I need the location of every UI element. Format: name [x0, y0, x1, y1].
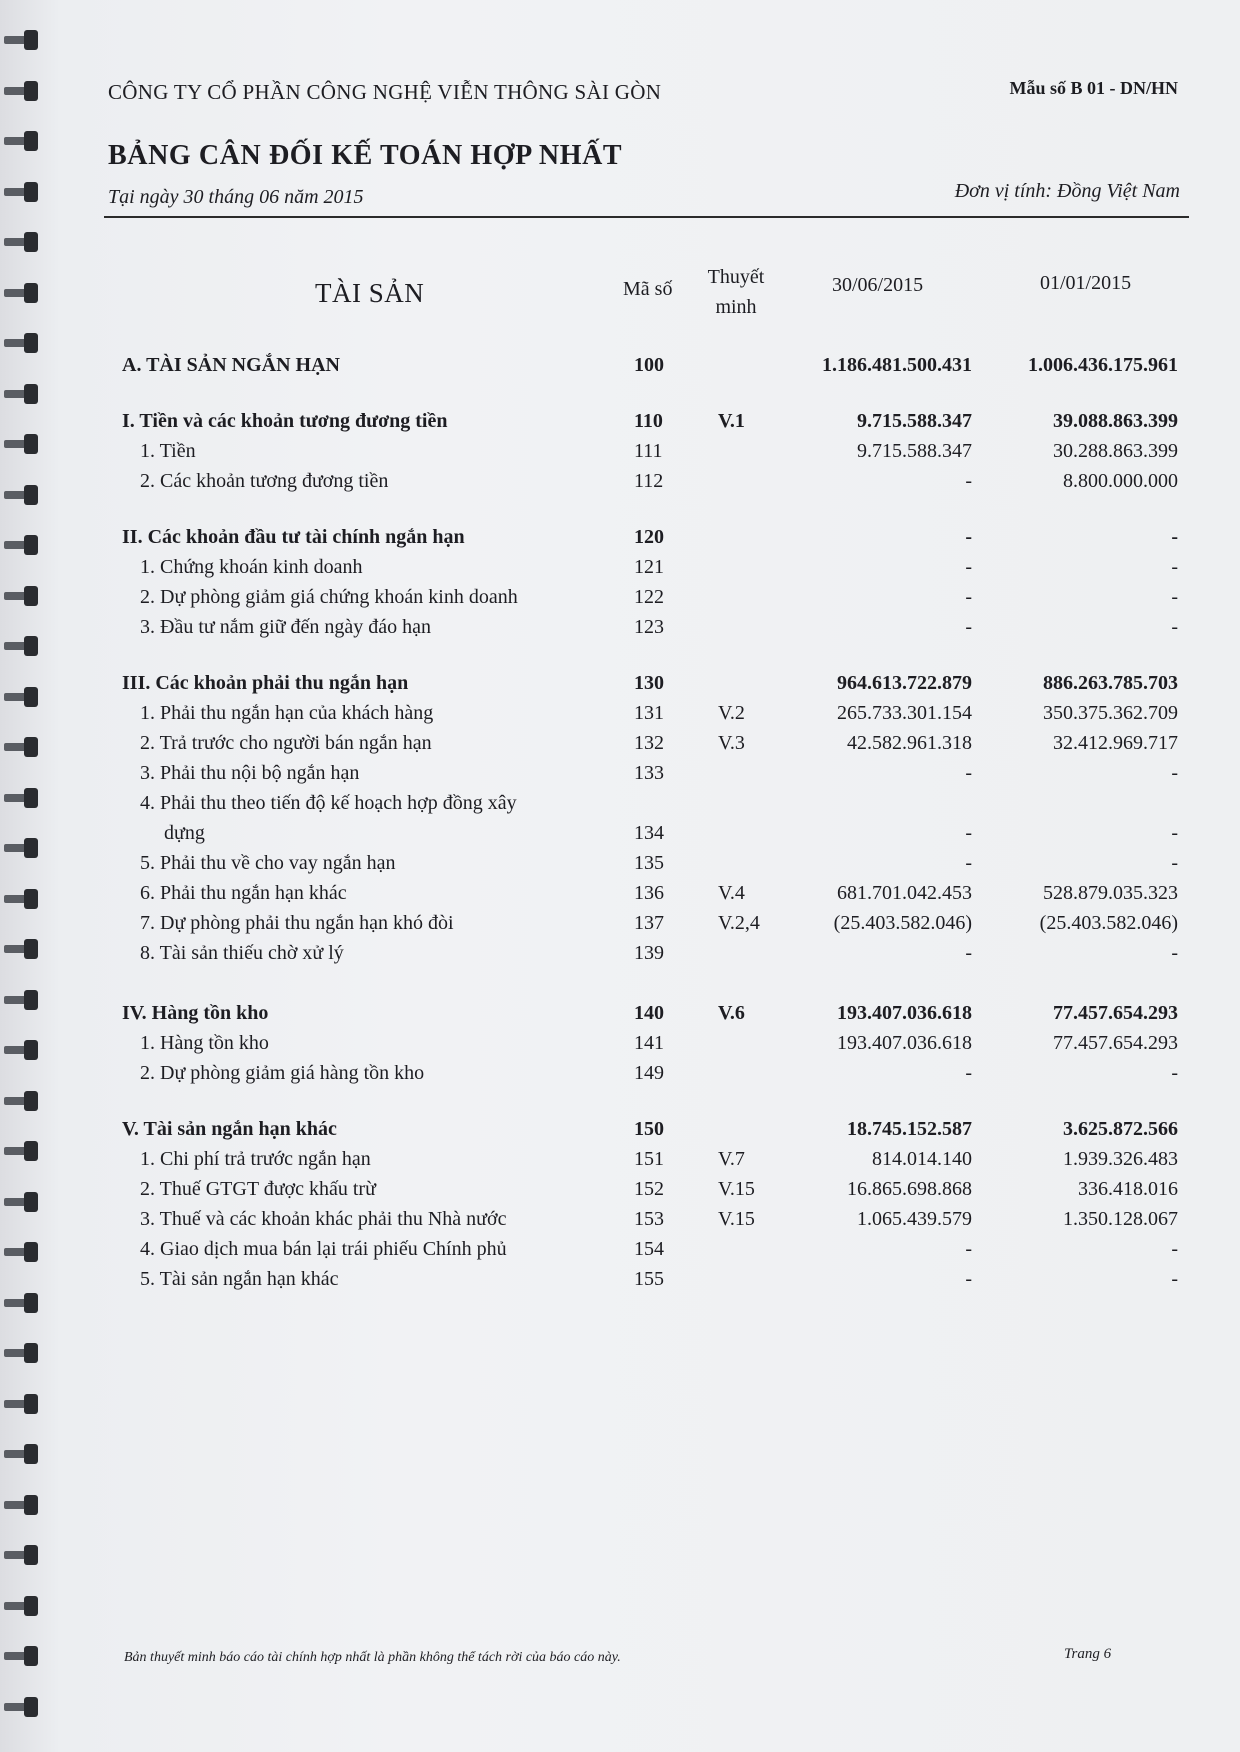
row-value-period-end: 9.715.588.347 — [857, 440, 972, 462]
row-code: 137 — [634, 912, 664, 934]
row-label: 2. Các khoản tương đương tiền — [140, 470, 389, 492]
row-value-period-end: 193.407.036.618 — [837, 1032, 972, 1054]
row-code: 153 — [634, 1208, 664, 1230]
row-label: III. Các khoản phải thu ngắn hạn — [122, 672, 409, 694]
table-row — [0, 410, 1240, 440]
row-code: 100 — [634, 354, 664, 376]
row-code: 111 — [634, 440, 663, 462]
column-header-note — [696, 262, 776, 322]
row-label: V. Tài sản ngắn hạn khác — [122, 1118, 337, 1140]
row-value-period-end: - — [965, 470, 972, 492]
row-value-period-end: (25.403.582.046) — [833, 912, 972, 934]
row-value-period-end: 193.407.036.618 — [837, 1002, 972, 1024]
row-label: 3. Đầu tư nắm giữ đến ngày đáo hạn — [140, 616, 432, 638]
row-value-period-end: - — [965, 762, 972, 784]
row-value-period-end: 9.715.588.347 — [857, 410, 972, 432]
row-value-period-start: - — [1171, 586, 1178, 608]
column-header-period-start: 01/01/2015 — [1040, 272, 1132, 294]
row-label: 4. Giao dịch mua bán lại trái phiếu Chính phủ — [140, 1238, 507, 1260]
row-value-period-start: 886.263.785.703 — [1043, 672, 1178, 694]
row-value-period-end: 964.613.722.879 — [837, 672, 972, 694]
row-label-continued: dựng — [164, 822, 205, 844]
form-number: Mẫu số B 01 - DN/HN — [1009, 78, 1178, 98]
row-value-period-start: 30.288.863.399 — [1053, 440, 1178, 462]
row-label: 1. Phải thu ngắn hạn của khách hàng — [140, 702, 434, 724]
table-row — [0, 1268, 1240, 1298]
row-value-period-end: - — [965, 586, 972, 608]
row-value-period-start: - — [1171, 852, 1178, 874]
table-row — [0, 762, 1240, 792]
row-label: I. Tiền và các khoản tương đương tiền — [122, 410, 448, 432]
table-row — [0, 672, 1240, 702]
row-label: 2. Thuế GTGT được khấu trừ — [140, 1178, 376, 1200]
row-code: 133 — [634, 762, 664, 784]
row-code: 141 — [634, 1032, 664, 1054]
row-value-period-end: - — [965, 616, 972, 638]
table-row — [0, 1062, 1240, 1092]
table-row — [0, 586, 1240, 616]
row-value-period-end: 42.582.961.318 — [847, 732, 972, 754]
binding-ring — [4, 1343, 38, 1363]
row-code: 150 — [634, 1118, 664, 1140]
row-code: 151 — [634, 1148, 664, 1170]
page-number: Trang 6 — [1064, 1646, 1112, 1662]
binding-ring — [4, 131, 38, 151]
row-note: V.2,4 — [718, 912, 760, 934]
row-code: 123 — [634, 616, 664, 638]
row-value-period-end: - — [965, 526, 972, 548]
table-row — [0, 1032, 1240, 1062]
footer-note: Bản thuyết minh báo cáo tài chính hợp nhất là phần không thể tách rời của báo cáo này. — [124, 1650, 621, 1665]
row-code: 122 — [634, 586, 664, 608]
binding-ring — [4, 384, 38, 404]
column-header-note-line2: minh — [715, 296, 757, 318]
table-row — [0, 1178, 1240, 1208]
binding-ring — [4, 30, 38, 50]
row-label: 2. Dự phòng giảm giá hàng tồn kho — [140, 1062, 425, 1084]
row-value-period-start: - — [1171, 526, 1178, 548]
row-value-period-start: 3.625.872.566 — [1063, 1118, 1178, 1140]
currency-unit: Đơn vị tính: Đồng Việt Nam — [954, 180, 1180, 202]
row-value-period-start: 1.350.128.067 — [1063, 1208, 1178, 1230]
row-label: II. Các khoản đầu tư tài chính ngắn hạn — [122, 526, 465, 548]
row-value-period-start: - — [1171, 556, 1178, 578]
row-label: 8. Tài sản thiếu chờ xử lý — [140, 942, 344, 964]
row-label: 1. Tiền — [140, 440, 196, 462]
binding-ring — [4, 283, 38, 303]
table-row — [0, 912, 1240, 942]
table-row — [0, 354, 1240, 384]
row-value-period-start: - — [1171, 822, 1178, 844]
header-divider — [104, 216, 1189, 218]
table-row — [0, 616, 1240, 646]
row-value-period-start: 528.879.035.323 — [1043, 882, 1178, 904]
document-title: BẢNG CÂN ĐỐI KẾ TOÁN HỢP NHẤT — [108, 140, 623, 171]
binding-ring — [4, 1394, 38, 1414]
table-row — [0, 556, 1240, 586]
row-value-period-start: - — [1171, 1062, 1178, 1084]
row-code: 132 — [634, 732, 664, 754]
table-row — [0, 470, 1240, 500]
row-label: 5. Tài sản ngắn hạn khác — [140, 1268, 339, 1290]
row-value-period-end: 1.065.439.579 — [857, 1208, 972, 1230]
table-row — [0, 1148, 1240, 1178]
row-note: V.2 — [718, 702, 745, 724]
row-note: V.15 — [718, 1208, 755, 1230]
row-value-period-end: - — [965, 1238, 972, 1260]
row-note: V.3 — [718, 732, 745, 754]
table-row — [0, 792, 1240, 852]
binding-ring — [4, 1697, 38, 1717]
row-code: 131 — [634, 702, 664, 724]
row-value-period-start: - — [1171, 1268, 1178, 1290]
row-label: 7. Dự phòng phải thu ngắn hạn khó đòi — [140, 912, 454, 934]
table-row — [0, 1238, 1240, 1268]
column-header-note-line1: Thuyết — [707, 266, 765, 288]
binding-ring — [4, 1545, 38, 1565]
table-row — [0, 702, 1240, 732]
row-value-period-end: - — [965, 942, 972, 964]
row-value-period-start: 39.088.863.399 — [1053, 410, 1178, 432]
row-value-period-end: 814.014.140 — [872, 1148, 972, 1170]
column-header-code: Mã số — [623, 278, 673, 300]
binding-ring — [4, 333, 38, 353]
table-row — [0, 882, 1240, 912]
row-label: 1. Hàng tồn kho — [140, 1032, 269, 1054]
row-value-period-end: - — [965, 1268, 972, 1290]
binding-ring — [4, 1495, 38, 1515]
row-note: V.7 — [718, 1148, 745, 1170]
table-row — [0, 1002, 1240, 1032]
table-row — [0, 732, 1240, 762]
binding-ring — [4, 1091, 38, 1111]
row-value-period-end: 18.745.152.587 — [847, 1118, 972, 1140]
table-row — [0, 1118, 1240, 1148]
column-header-period-end: 30/06/2015 — [832, 274, 924, 296]
row-code: 135 — [634, 852, 664, 874]
table-row — [0, 1208, 1240, 1238]
row-value-period-start: (25.403.582.046) — [1039, 912, 1178, 934]
row-value-period-start: - — [1171, 1238, 1178, 1260]
row-value-period-start: 77.457.654.293 — [1053, 1002, 1178, 1024]
row-label: 5. Phải thu về cho vay ngắn hạn — [140, 852, 396, 874]
table-row — [0, 942, 1240, 972]
row-code: 110 — [634, 410, 663, 432]
row-code: 139 — [634, 942, 664, 964]
row-label: 4. Phải thu theo tiến độ kế hoạch hợp đồng xây — [140, 792, 517, 814]
report-date: Tại ngày 30 tháng 06 năm 2015 — [108, 186, 364, 208]
row-label: 3. Thuế và các khoản khác phải thu Nhà nước — [140, 1208, 507, 1230]
row-value-period-start: - — [1171, 942, 1178, 964]
row-value-period-end: 16.865.698.868 — [847, 1178, 972, 1200]
binding-ring — [4, 1444, 38, 1464]
row-value-period-start: 336.418.016 — [1078, 1178, 1178, 1200]
binding-ring — [4, 232, 38, 252]
row-code: 152 — [634, 1178, 664, 1200]
row-code: 154 — [634, 1238, 664, 1260]
row-value-period-end: 265.733.301.154 — [837, 702, 972, 724]
row-label: 3. Phải thu nội bộ ngắn hạn — [140, 762, 360, 784]
row-value-period-end: - — [965, 822, 972, 844]
row-label: 6. Phải thu ngắn hạn khác — [140, 882, 347, 904]
row-value-period-end: 1.186.481.500.431 — [822, 354, 972, 376]
row-label: A. TÀI SẢN NGẮN HẠN — [122, 354, 340, 376]
row-value-period-start: - — [1171, 762, 1178, 784]
row-value-period-start: 32.412.969.717 — [1053, 732, 1178, 754]
row-note: V.6 — [718, 1002, 745, 1024]
row-value-period-end: - — [965, 1062, 972, 1084]
row-value-period-end: - — [965, 556, 972, 578]
row-value-period-start: 77.457.654.293 — [1053, 1032, 1178, 1054]
binding-ring — [4, 1596, 38, 1616]
row-value-period-start: 8.800.000.000 — [1063, 470, 1178, 492]
row-note: V.1 — [718, 410, 745, 432]
binding-ring — [4, 1646, 38, 1666]
row-code: 136 — [634, 882, 664, 904]
row-value-period-start: 1.939.326.483 — [1063, 1148, 1178, 1170]
row-label: IV. Hàng tồn kho — [122, 1002, 269, 1024]
row-value-period-end: 681.701.042.453 — [837, 882, 972, 904]
table-row — [0, 526, 1240, 556]
red-stamp-edge — [1222, 360, 1240, 920]
binding-ring — [4, 81, 38, 101]
table-row — [0, 852, 1240, 882]
row-value-period-start: 1.006.436.175.961 — [1028, 354, 1178, 376]
row-note: V.4 — [718, 882, 745, 904]
row-label: 2. Dự phòng giảm giá chứng khoán kinh doanh — [140, 586, 518, 608]
row-code: 155 — [634, 1268, 664, 1290]
row-code: 149 — [634, 1062, 664, 1084]
row-label: 1. Chi phí trả trước ngắn hạn — [140, 1148, 371, 1170]
company-name: CÔNG TY CỔ PHẦN CÔNG NGHỆ VIỄN THÔNG SÀI GÒN — [108, 80, 662, 104]
row-code: 121 — [634, 556, 664, 578]
row-code: 130 — [634, 672, 664, 694]
row-label: 1. Chứng khoán kinh doanh — [140, 556, 363, 578]
row-value-period-end: - — [965, 852, 972, 874]
row-code: 134 — [634, 822, 664, 844]
row-value-period-start: 350.375.362.709 — [1043, 702, 1178, 724]
table-row — [0, 440, 1240, 470]
binding-ring — [4, 182, 38, 202]
row-code: 120 — [634, 526, 664, 548]
row-code: 140 — [634, 1002, 664, 1024]
row-value-period-start: - — [1171, 616, 1178, 638]
row-label: 2. Trả trước cho người bán ngắn hạn — [140, 732, 432, 754]
row-code: 112 — [634, 470, 664, 492]
column-header-assets: TÀI SẢN — [315, 278, 425, 308]
row-note: V.15 — [718, 1178, 755, 1200]
